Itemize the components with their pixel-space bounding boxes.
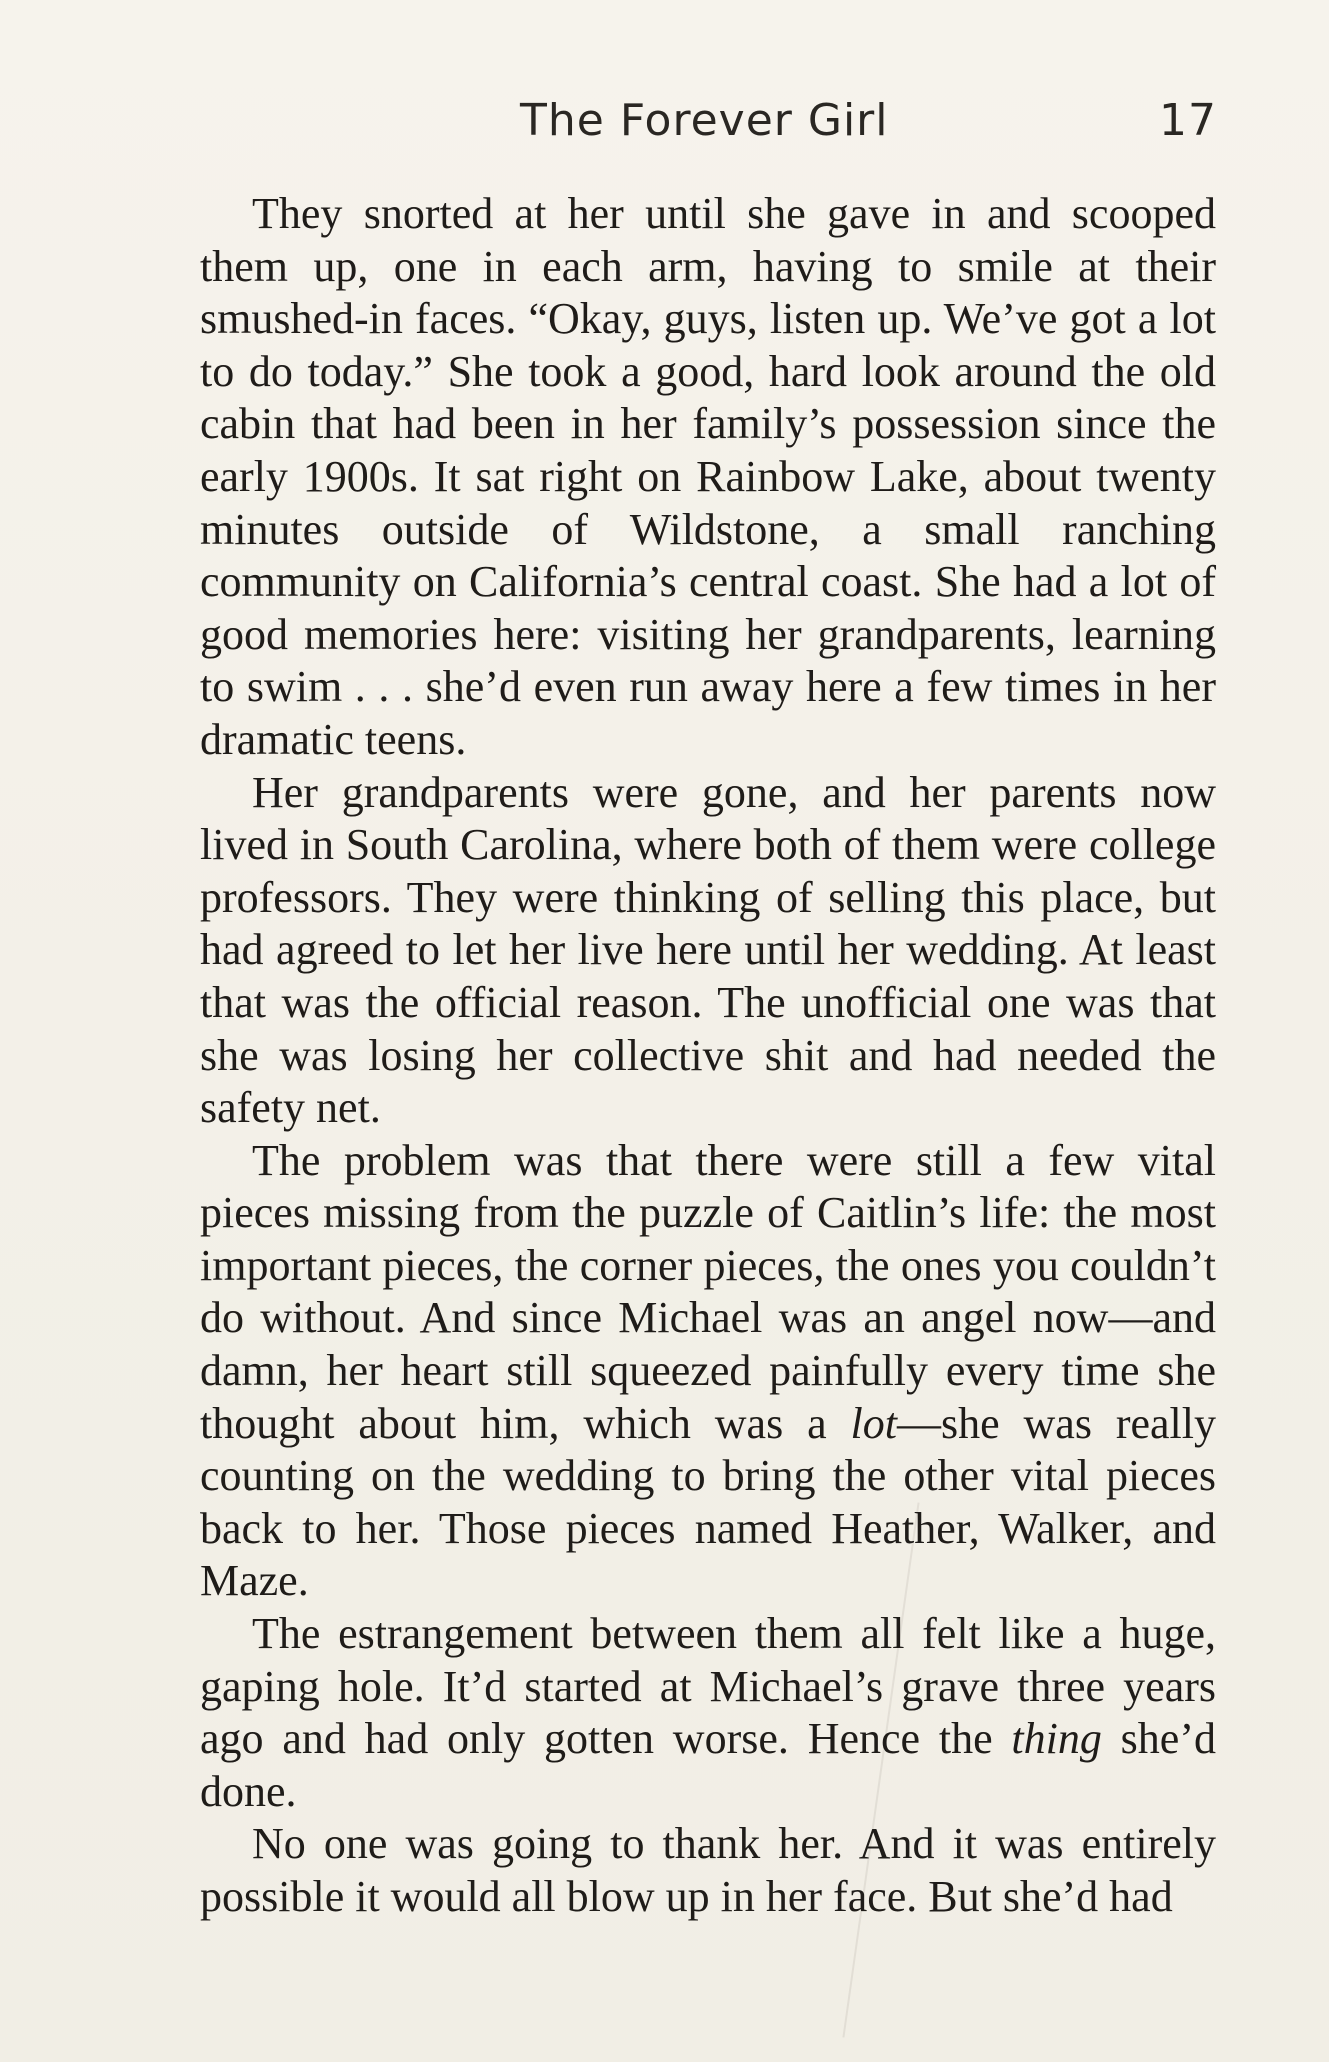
paragraph: [200, 1135, 1216, 1608]
paragraph: [200, 1608, 1216, 1818]
book-title: The Forever Girl: [520, 95, 889, 146]
paragraph: [200, 188, 1216, 767]
text-run: They snorted at her until she gave in and scooped them up, one in each arm, having to smile at their smushed-in faces. “Okay, guys, listen up. We’ve got a lot to do today.” She took a good, hard look around the old cabin that had been in her family’s possession since the early 1900s. It sat right on Rainbow Lake, about twenty minutes outside of Wildstone, a small ranching community on California’s central coast. She had a lot of good memories here: visiting her grandparents, learning to swim . . . she’d even run away here a few times in her dramatic teens.: [200, 189, 1216, 764]
text-run: she’d done.: [200, 1714, 1216, 1816]
italic-text: lot: [850, 1398, 897, 1448]
paragraph: [200, 1818, 1216, 1923]
text-run: —she was really counting on the wedding to bring the other vital pieces back to her. Those pieces named Heather, Walker, and Maze.: [200, 1398, 1216, 1606]
text-run: No one was going to thank her. And it was entirely possible it would all blow up in her face. But she’d had: [200, 1819, 1216, 1921]
text-run: Her grandparents were gone, and her parents now lived in South Carolina, where both of them were college professors. They were thinking of selling this place, but had agreed to let her live here until her wedding. At least that was the official reason. The unofficial one was that she was losing her collective shit and had needed the safety net.: [200, 767, 1216, 1133]
text-run: The problem was that there were still a few vital pieces missing from the puzzle of Caitlin’s life: the most important pieces, the corner pieces, the ones you couldn’t do without. And since Michael was an angel now—and damn, her heart still squeezed painfully every time she thought about him, which was a: [200, 1135, 1216, 1448]
running-head: [520, 95, 1220, 155]
italic-text: thing: [1011, 1714, 1102, 1764]
paragraph: [200, 767, 1216, 1135]
text-run: The estrangement between them all felt like a huge, gaping hole. It’d started at Michael’s grave three years ago and had only gotten worse. Hence the: [200, 1609, 1216, 1764]
page-number: 17: [1159, 95, 1217, 146]
body-text: [200, 188, 1216, 1924]
